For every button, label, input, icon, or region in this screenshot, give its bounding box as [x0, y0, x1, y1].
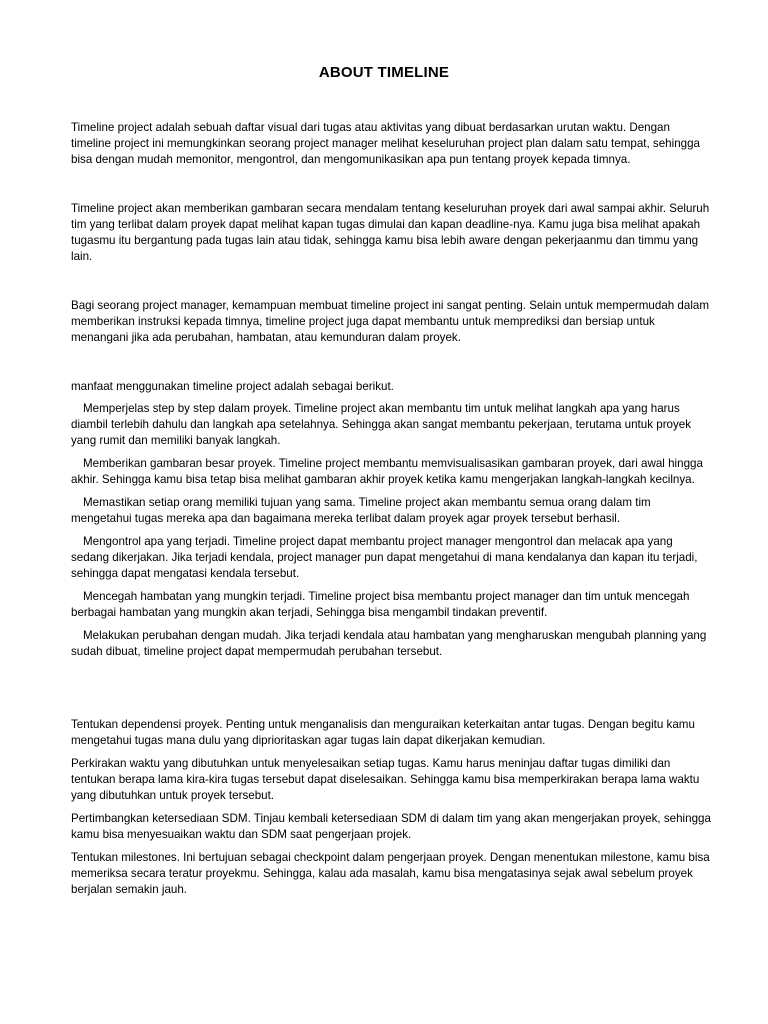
document-body — [71, 120, 711, 905]
benefit-item: Mencegah hambatan yang mungkin terjadi. Timeline project bisa membantu project manager dan tim untuk mencegah berbagai hambatan yang mungkin akan terjadi, Sehingga bisa mengambil tindakan preventif. — [71, 590, 690, 619]
step-item: Perkirakan waktu yang dibutuhkan untuk menyelesaikan setiap tugas. Kamu harus meninjau daftar tugas dimiliki dan tentukan berapa lama kira-kira tugas tersebut dapat diselesaikan. Sehingga kamu bisa memperkirakan berapa lama waktu yang dibutuhkan untuk proyek tersebut. — [71, 757, 700, 802]
step-item: Pertimbangkan ketersediaan SDM. Tinjau kembali ketersediaan SDM di dalam tim yang akan mengerjakan proyek, sehingga kamu bisa menyesuaikan waktu dan SDM saat pengerjaan projek. — [71, 812, 711, 841]
benefit-item: Memberikan gambaran besar proyek. Timeline project membantu memvisualisasikan gambaran proyek, dari awal hingga akhir. Sehingga kamu bisa tetap bisa melihat gambaran akhir proyek ketika kamu mengerjakan langkah-langkah kecilnya. — [71, 457, 703, 486]
benefit-item: Memastikan setiap orang memiliki tujuan yang sama. Timeline project akan membantu semua orang dalam tim mengetahui tugas mereka apa dan bagaimana mereka terlibat dalam proyek agar proyek tersebut berhasil. — [71, 496, 651, 525]
benefit-item: Melakukan perubahan dengan mudah. Jika terjadi kendala atau hambatan yang mengharuskan mengubah planning yang sudah dibuat, timeline project dapat mempermudah perubahan tersebut. — [71, 629, 707, 658]
benefit-item: Mengontrol apa yang terjadi. Timeline project dapat membantu project manager mengontrol dan melacak apa yang sedang dikerjakan. Jika terjadi kendala, project manager pun dapat mengetahui di mana kendalanya dan kapan itu terjadi, sehingga dapat mengatasi kendala tersebut. — [71, 535, 698, 580]
paragraph-definition: Timeline project adalah sebuah daftar visual dari tugas atau aktivitas yang dibuat berdasarkan urutan waktu. Dengan timeline project ini memungkinkan seorang project manager melihat keseluruhan project plan dalam satu tempat, sehingga bisa dengan mudah memonitor, mengontrol, dan mengomunikasikan apa pun tentang proyek kepada timnya. — [71, 121, 700, 166]
benefits-intro: manfaat menggunakan timeline project adalah sebagai berikut. — [71, 380, 394, 393]
benefit-item: Memperjelas step by step dalam proyek. Timeline project akan membantu tim untuk melihat langkah apa yang harus diambil terlebih dahulu dan langkah apa setelahnya. Sehingga akan sangat membantu pekerjaan, terutama untuk proyek yang rumit dan memiliki banyak langkah. — [71, 402, 692, 447]
page-title: ABOUT TIMELINE — [318, 64, 450, 81]
step-item: Tentukan milestones. Ini bertujuan sebagai checkpoint dalam pengerjaan proyek. Dengan menentukan milestone, kamu bisa memeriksa secara teratur proyekmu. Sehingga, kalau ada masalah, kamu bisa mengatasinya sejak awal sebelum proyek berjalan semakin jauh. — [71, 851, 710, 896]
paragraph-importance: Bagi seorang project manager, kemampuan membuat timeline project ini sangat penting. Selain untuk mempermudah dalam memberikan instruksi kepada timnya, timeline project juga dapat membantu untuk memprediksi dan bersiap untuk menangani jika ada perubahan, hambatan, atau kemunduran dalam proyek. — [71, 299, 710, 344]
step-item: Tentukan dependensi proyek. Penting untuk menganalisis dan menguraikan keterkaitan antar tugas. Dengan begitu kamu mengetahui tugas mana dulu yang diprioritaskan agar tugas lain dapat dikerjakan kemudian. — [71, 718, 695, 747]
paragraph-overview: Timeline project akan memberikan gambaran secara mendalam tentang keseluruhan proyek dari awal sampai akhir. Seluruh tim yang terlibat dalam proyek dapat melihat kapan tugas dimulai dan kapan deadline-nya. Kamu juga bisa melihat apakah tugasmu itu bergantung pada tugas lain atau tidak, sehingga kamu bisa lebih aware dengan pekerjaanmu dan timmu yang lain. — [71, 202, 710, 263]
